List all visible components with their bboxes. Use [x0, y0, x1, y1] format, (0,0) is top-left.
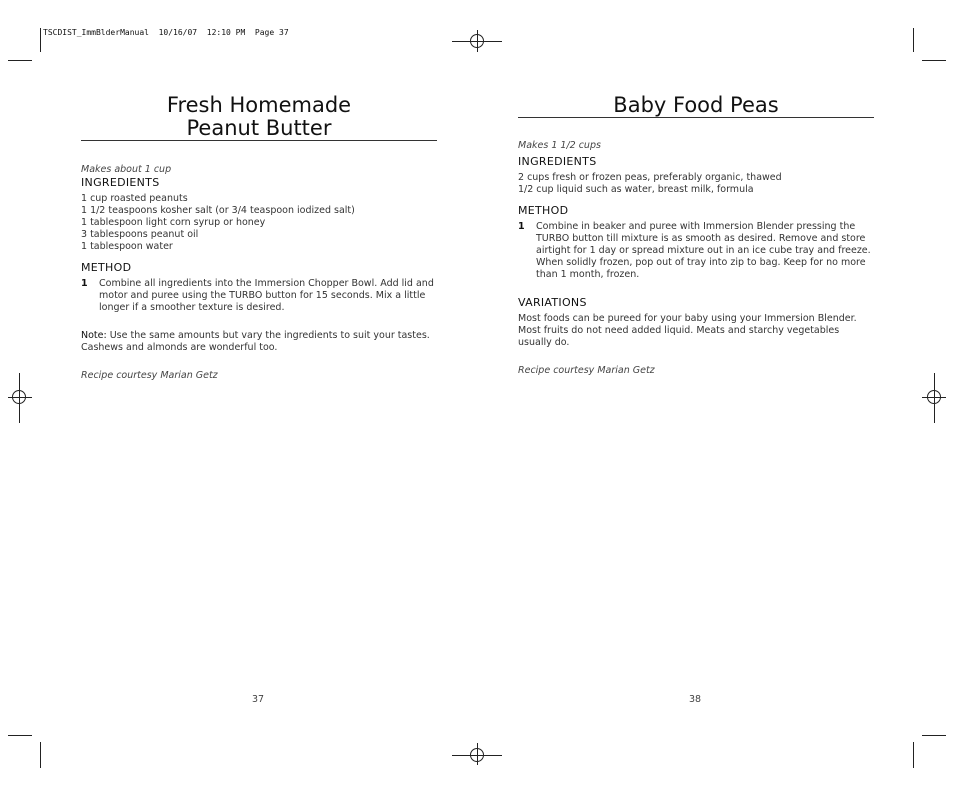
- crop-mark: [40, 742, 41, 768]
- step-text: Combine all ingredients into the Immersion Chopper Bowl. Add lid and motor and puree using the TURBO button for 15 seconds. Mix a little longer if a smoother texture is desired.: [99, 278, 434, 313]
- method-step: [81, 278, 437, 314]
- variations-heading: VARIATIONS: [518, 296, 587, 309]
- crop-mark: [40, 28, 41, 52]
- crop-mark: [913, 742, 914, 768]
- step-number: 1: [518, 221, 525, 232]
- ingredients-list: [81, 193, 437, 253]
- recipe-credit: Recipe courtesy Marian Getz: [518, 365, 655, 376]
- ingredient-item: 1 tablespoon water: [81, 241, 173, 252]
- method-heading: METHOD: [518, 204, 569, 217]
- crop-mark: [922, 735, 946, 736]
- ingredient-item: 1 tablespoon light corn syrup or honey: [81, 217, 266, 228]
- page-number: 37: [252, 694, 265, 705]
- step-text: Combine in beaker and puree with Immersion Blender pressing the TURBO button till mixture is as smooth as desired. Remove and store airtight for 1 day or spread mixture out in an ice cube tray and freeze. When solidly frozen, pop out of tray into zip to bag. Keep for no more than 1 month, frozen.: [536, 221, 871, 280]
- recipe-credit: Recipe courtesy Marian Getz: [81, 370, 218, 381]
- recipe-note: [81, 330, 437, 354]
- print-slug: TSCDIST_ImmBlderManual 10/16/07 12:10 PM Page 37: [43, 28, 289, 37]
- recipe-baby-food-peas: [518, 94, 874, 377]
- note-label: Note:: [81, 330, 107, 341]
- ingredients-heading: INGREDIENTS: [518, 155, 597, 168]
- ingredients-list: [518, 172, 874, 196]
- method-heading: METHOD: [81, 261, 132, 274]
- ingredient-item: 3 tablespoons peanut oil: [81, 229, 199, 240]
- recipe-yield: Makes 1 1/2 cups: [518, 140, 601, 151]
- ingredient-item: 1 1/2 teaspoons kosher salt (or 3/4 teaspoon iodized salt): [81, 205, 355, 216]
- ingredient-item: 1/2 cup liquid such as water, breast milk, formula: [518, 184, 754, 195]
- ingredient-item: 1 cup roasted peanuts: [81, 193, 188, 204]
- crop-mark: [922, 60, 946, 61]
- crop-mark: [8, 735, 32, 736]
- variations-text: Most foods can be pureed for your baby using your Immersion Blender. Most fruits do not need added liquid. Meats and starchy vegetables usually do.: [518, 313, 857, 348]
- method-step: [518, 221, 874, 281]
- recipe-title: [81, 94, 437, 141]
- recipe-yield: Makes about 1 cup: [81, 164, 172, 175]
- step-number: 1: [81, 278, 88, 289]
- recipe-title-line1: Fresh Homemade: [166, 93, 352, 117]
- recipe-title-line2: Peanut Butter: [186, 116, 332, 140]
- note-text: Use the same amounts but vary the ingredients to suit your tastes. Cashews and almonds are wonderful too.: [81, 330, 430, 353]
- ingredients-heading: INGREDIENTS: [81, 176, 160, 189]
- crop-mark: [913, 28, 914, 52]
- page-number: 38: [689, 694, 702, 705]
- recipe-peanut-butter: [81, 94, 437, 382]
- crop-mark: [8, 60, 32, 61]
- ingredient-item: 2 cups fresh or frozen peas, preferably organic, thawed: [518, 172, 782, 183]
- recipe-title: Baby Food Peas: [518, 94, 874, 118]
